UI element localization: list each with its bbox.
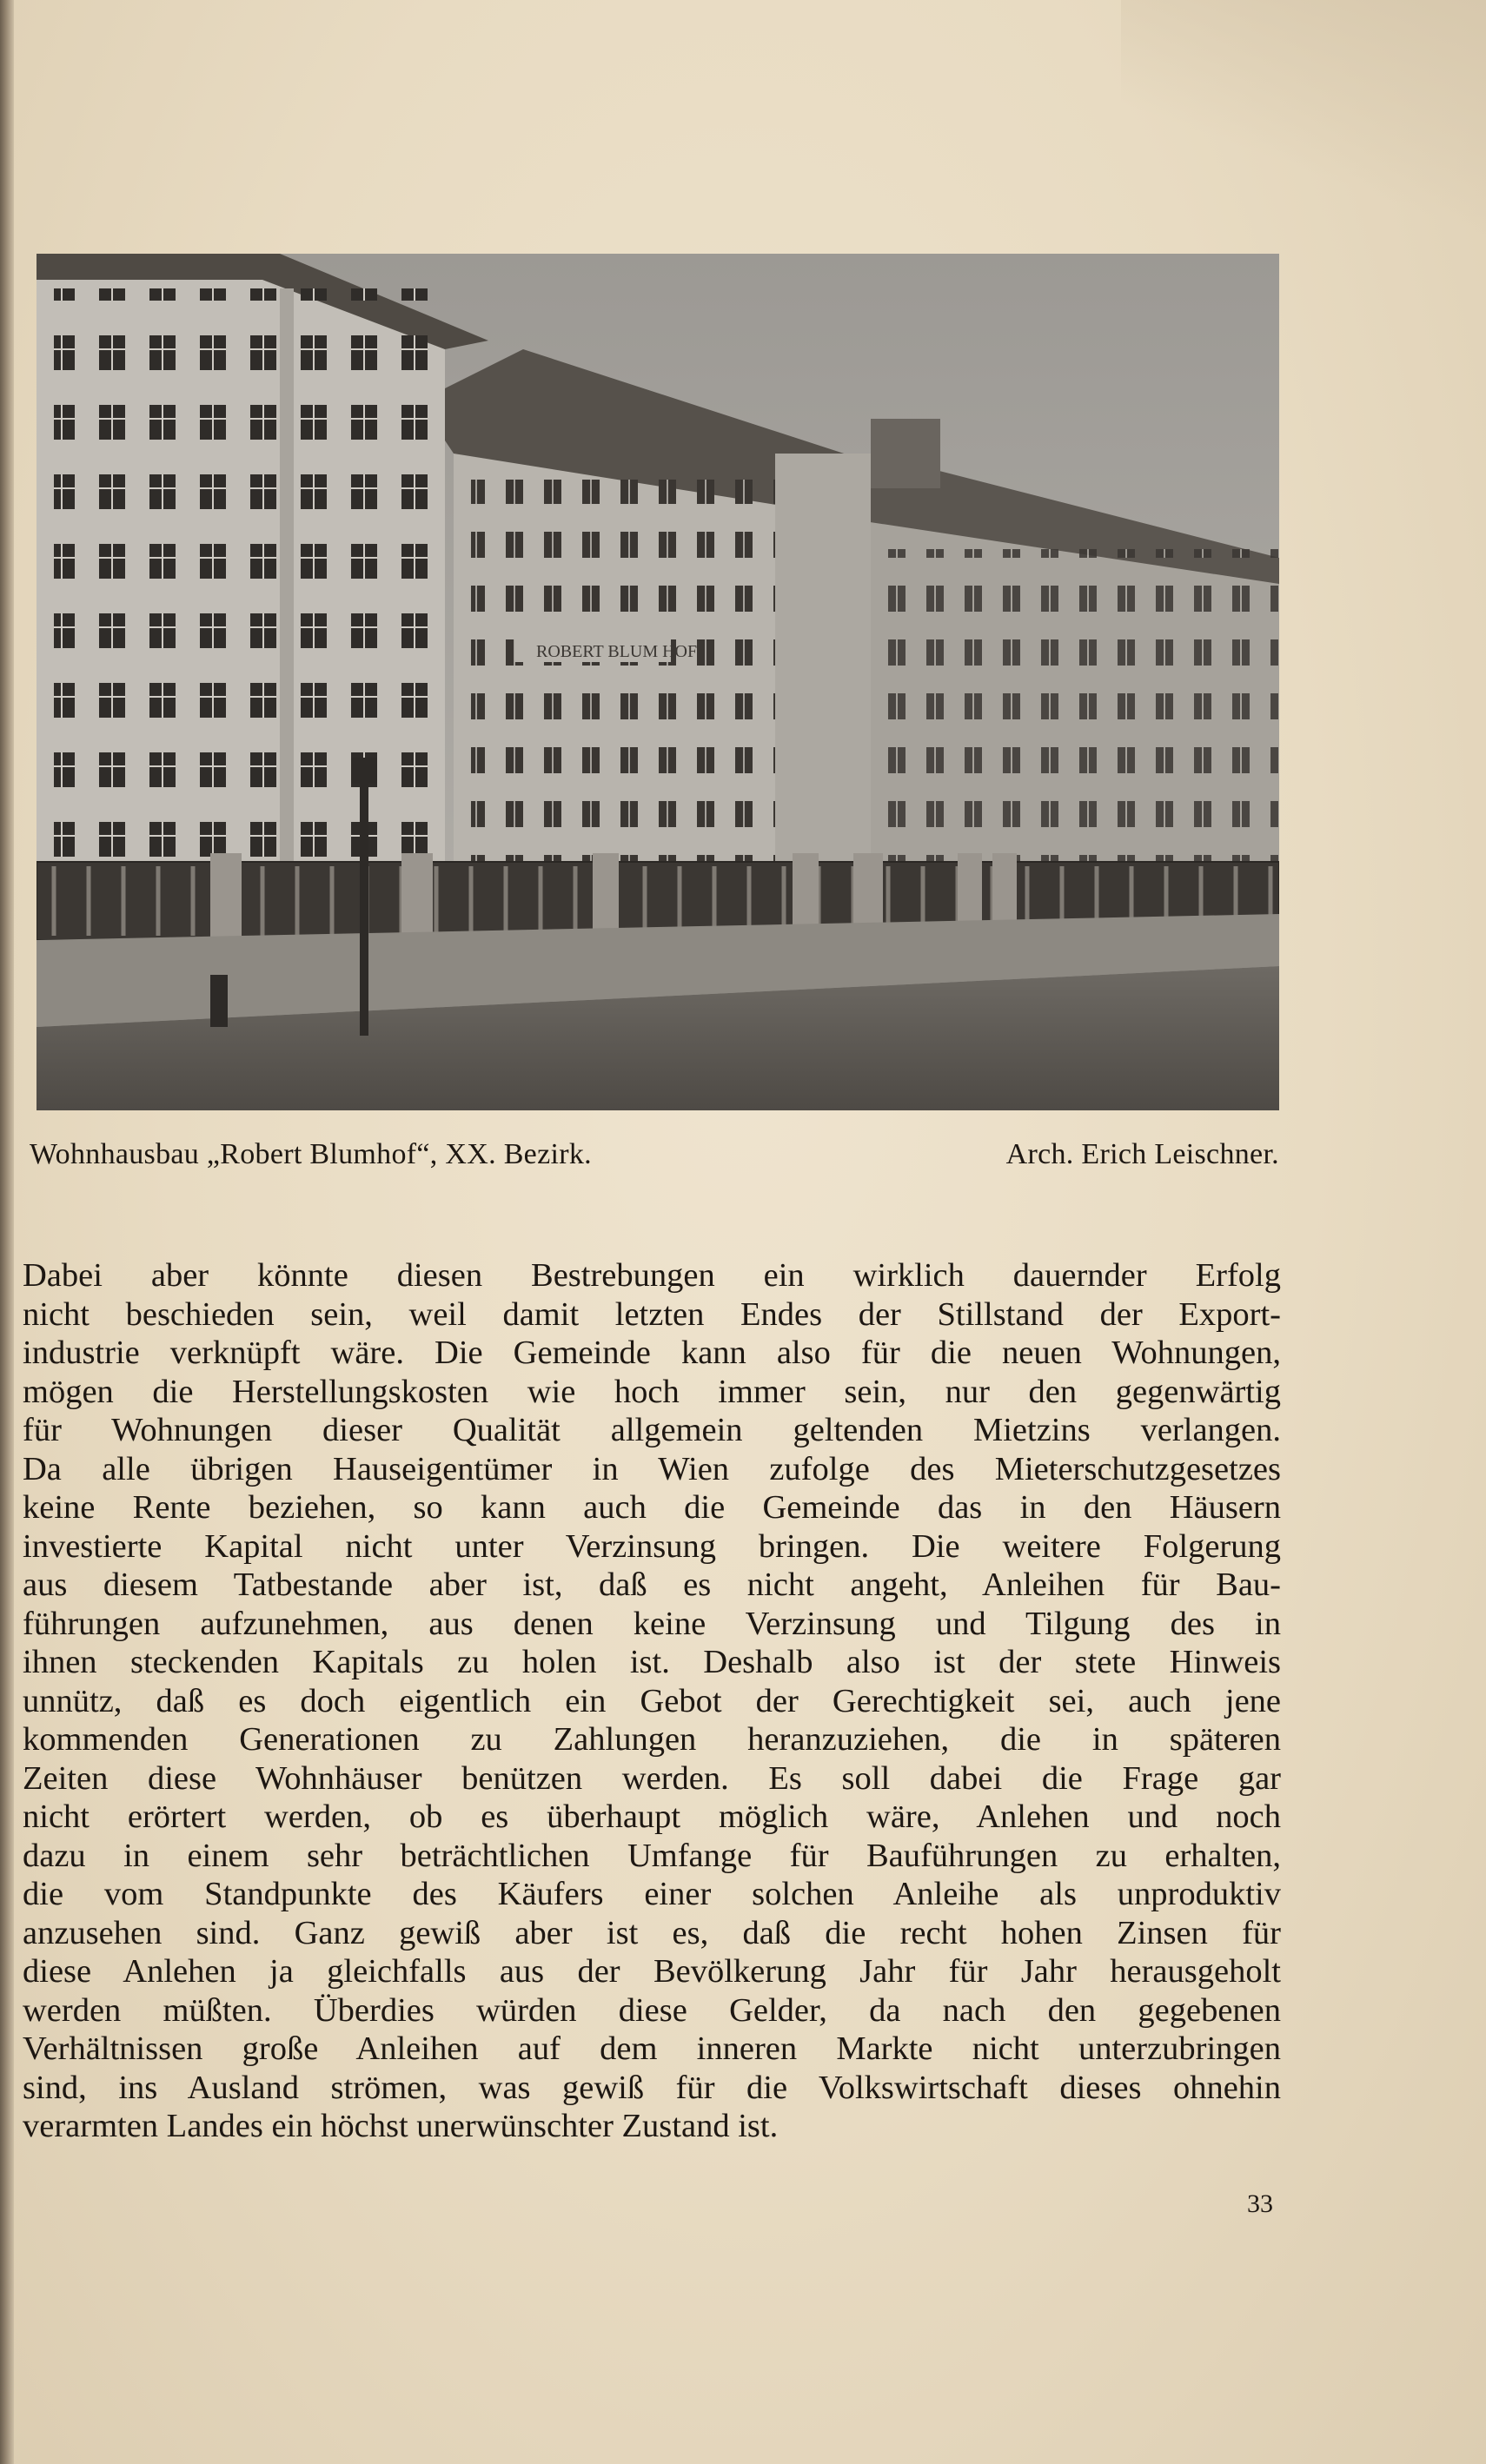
text-line: führungen aufzunehmen, aus denen keine Verzinsung und Tilgung des in xyxy=(23,1605,1281,1642)
text-line: werden müßten. Überdies würden diese Gelder, da nach den gegebenen xyxy=(23,1991,1281,2029)
text-line: verarmten Landes ein höchst unerwünschter Zustand ist. xyxy=(23,2108,779,2144)
text-line: investierte Kapital nicht unter Verzinsung bringen. Die weitere Folgerung xyxy=(23,1527,1281,1565)
photo-caption: Wohnhausbau „Robert Blumhof“, XX. Bezirk. xyxy=(30,1138,592,1170)
binding-edge xyxy=(0,0,14,2464)
building-photograph xyxy=(36,254,1279,1110)
text-line: nicht beschieden sein, weil damit letzten Endes der Stillstand der Export- xyxy=(23,1295,1281,1333)
page-number: 33 xyxy=(1247,2189,1273,2218)
text-line: industrie verknüpft wäre. Die Gemeinde kann also für die neuen Wohnungen, xyxy=(23,1335,1281,1371)
text-line: anzusehen sind. Ganz gewiß aber ist es, daß die recht hohen Zinsen für xyxy=(23,1914,1281,1951)
text-line: diese Anlehen ja gleichfalls aus der Bevölkerung Jahr für Jahr herausgeholt xyxy=(23,1953,1281,1990)
text-line: Dabei aber könnte diesen Bestrebungen ein wirklich dauernder Erfolg xyxy=(23,1257,1281,1294)
text-line: aus diesem Tatbestande aber ist, daß es nicht angeht, Anleihen für Bau- xyxy=(23,1566,1281,1603)
text-line: Verhältnissen große Anleihen auf dem inneren Markte nicht unterzubringen xyxy=(23,2030,1281,2067)
text-line: Da alle übrigen Hauseigentümer in Wien zufolge des Mieterschutzgesetzes xyxy=(23,1450,1281,1487)
paper-corner-wear xyxy=(1121,0,1486,261)
text-line: für Wohnungen dieser Qualität allgemein geltenden Mietzins verlangen. xyxy=(23,1412,1281,1448)
text-line: sind, ins Ausland strömen, was gewiß für die Volkswirtschaft dieses ohnehin xyxy=(23,2069,1281,2106)
text-line: mögen die Herstellungskosten wie hoch immer sein, nur den gegenwärtig xyxy=(23,1373,1281,1410)
facade-lettering: ROBERT BLUM HOF xyxy=(536,642,698,661)
body-paragraph xyxy=(23,1256,1281,2146)
text-line: die vom Standpunkte des Käufers einer solchen Anleihe als unproduktiv xyxy=(23,1876,1281,1912)
text-line: unnütz, daß es doch eigentlich ein Gebot der Gerechtigkeit sei, auch jene xyxy=(23,1682,1281,1719)
text-line: dazu in einem sehr beträchtlichen Umfange für Bauführungen zu erhalten, xyxy=(23,1837,1281,1874)
text-line: Zeiten diese Wohnhäuser benützen werden. Es soll dabei die Frage gar xyxy=(23,1759,1281,1797)
photo-credit: Arch. Erich Leischner. xyxy=(1005,1138,1279,1170)
text-line: nicht erörtert werden, ob es überhaupt möglich wäre, Anlehen und noch xyxy=(23,1798,1281,1835)
text-line: keine Rente beziehen, so kann auch die Gemeinde das in den Häusern xyxy=(23,1489,1281,1526)
text-line: ihnen steckenden Kapitals zu holen ist. Deshalb also ist der stete Hinweis xyxy=(23,1644,1281,1680)
text-line: kommenden Generationen zu Zahlungen heranzuziehen, die in späteren xyxy=(23,1721,1281,1758)
